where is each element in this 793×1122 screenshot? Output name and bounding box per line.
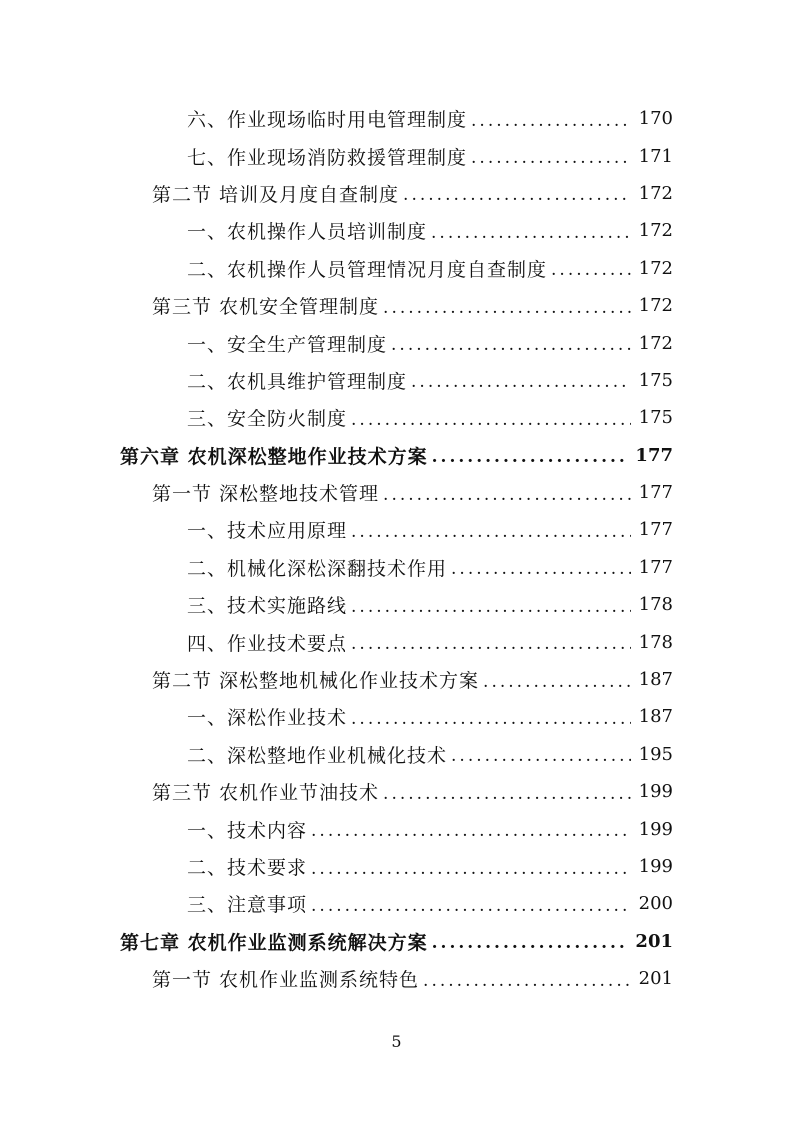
toc-leader-dots: [411, 372, 631, 392]
toc-subsection-entry[interactable]: [0, 100, 793, 137]
toc-leader-dots: [432, 447, 628, 467]
toc-entry-page: 195: [638, 743, 673, 765]
toc-subsection-entry[interactable]: [0, 137, 793, 174]
toc-leader-dots: [383, 485, 631, 505]
toc-entry-title: 第二节 培训及月度自查制度: [152, 183, 400, 206]
toc-entry-page: 178: [638, 594, 673, 616]
toc-entry-page: 199: [638, 781, 673, 803]
toc-entry-title: 二、技术要求: [187, 857, 308, 879]
toc-leader-dots: [383, 298, 631, 318]
toc-leader-dots: [483, 672, 631, 692]
table-of-contents: [0, 100, 793, 997]
toc-leader-dots: [311, 859, 631, 879]
toc-entry-title: 二、深松整地作业机械化技术: [187, 744, 448, 767]
toc-entry-title: 四、作业技术要点: [187, 632, 348, 655]
toc-entry-page: 201: [638, 968, 673, 990]
toc-chapter-entry[interactable]: [0, 437, 793, 474]
toc-section-entry[interactable]: [0, 960, 793, 997]
toc-leader-dots: [471, 148, 631, 168]
toc-entry-page: 187: [638, 669, 673, 691]
toc-entry-page: 201: [635, 930, 673, 952]
toc-leader-dots: [432, 933, 628, 953]
toc-section-entry[interactable]: [0, 175, 793, 212]
toc-entry-page: 172: [638, 182, 673, 204]
toc-entry-page: 172: [638, 220, 673, 242]
toc-entry-page: 187: [638, 706, 673, 728]
toc-entry-page: 172: [638, 257, 673, 279]
toc-subsection-entry[interactable]: [0, 848, 793, 885]
toc-entry-page: 199: [638, 856, 673, 877]
toc-entry-title: 一、深松作业技术: [187, 707, 348, 730]
toc-entry-title: 第七章 农机作业监测系统解决方案: [120, 931, 428, 954]
toc-section-entry[interactable]: [0, 773, 793, 810]
toc-subsection-entry[interactable]: [0, 736, 793, 773]
toc-subsection-entry[interactable]: [0, 623, 793, 660]
page-number: 5: [391, 1032, 402, 1051]
toc-leader-dots: [451, 559, 631, 579]
toc-subsection-entry[interactable]: [0, 549, 793, 586]
toc-section-entry[interactable]: [0, 661, 793, 698]
toc-entry-page: 175: [638, 369, 673, 391]
toc-entry-page: 199: [638, 818, 673, 840]
toc-entry-title: 一、安全生产管理制度: [187, 333, 388, 356]
toc-entry-title: 二、农机具维护管理制度: [187, 370, 408, 393]
toc-leader-dots: [471, 111, 631, 131]
toc-section-entry[interactable]: [0, 474, 793, 511]
toc-subsection-entry[interactable]: [0, 399, 793, 436]
toc-leader-dots: [351, 522, 631, 542]
toc-entry-title: 一、技术内容: [187, 819, 308, 842]
toc-entry-title: 一、技术应用原理: [187, 520, 348, 543]
toc-leader-dots: [351, 410, 631, 430]
toc-leader-dots: [423, 971, 631, 991]
toc-entry-page: 177: [638, 556, 673, 578]
toc-subsection-entry[interactable]: [0, 362, 793, 399]
toc-entry-title: 第二节 深松整地机械化作业技术方案: [152, 670, 480, 693]
toc-leader-dots: [351, 634, 631, 654]
toc-entry-title: 七、作业现场消防救援管理制度: [187, 146, 468, 169]
toc-subsection-entry[interactable]: [0, 810, 793, 847]
toc-entry-title: 第六章 农机深松整地作业技术方案: [120, 445, 428, 468]
toc-leader-dots: [391, 335, 631, 355]
toc-entry-page: 177: [638, 519, 673, 541]
toc-entry-title: 二、机械化深松深翻技术作用: [187, 557, 448, 580]
toc-entry-title: 一、农机操作人员培训制度: [187, 221, 428, 244]
toc-leader-dots: [431, 223, 631, 243]
toc-entry-title: 第三节 农机安全管理制度: [152, 296, 380, 319]
toc-subsection-entry[interactable]: [0, 511, 793, 548]
toc-entry-title: 第一节 农机作业监测系统特色: [152, 969, 420, 992]
toc-leader-dots: [551, 260, 631, 280]
toc-entry-title: 二、农机操作人员管理情况月度自查制度: [187, 258, 548, 281]
toc-leader-dots: [351, 597, 631, 617]
toc-entry-page: 170: [638, 108, 673, 130]
toc-entry-title: 六、作业现场临时用电管理制度: [187, 109, 468, 132]
toc-subsection-entry[interactable]: [0, 324, 793, 361]
toc-section-entry[interactable]: [0, 287, 793, 324]
toc-entry-page: 175: [638, 407, 673, 429]
toc-entry-page: 177: [635, 444, 673, 466]
toc-entry-title: 第三节 农机作业节油技术: [152, 782, 380, 805]
toc-entry-title: 第一节 深松整地技术管理: [152, 483, 380, 506]
toc-subsection-entry[interactable]: [0, 212, 793, 249]
toc-chapter-entry[interactable]: [0, 923, 793, 960]
toc-leader-dots: [351, 709, 631, 729]
toc-entry-page: 171: [638, 145, 673, 167]
toc-entry-page: 172: [638, 332, 673, 354]
toc-entry-page: 178: [638, 631, 673, 653]
toc-entry-page: 200: [638, 893, 673, 915]
toc-leader-dots: [383, 784, 631, 804]
toc-entry-page: 177: [638, 482, 673, 504]
toc-subsection-entry[interactable]: [0, 586, 793, 623]
toc-entry-title: 三、技术实施路线: [187, 595, 348, 618]
toc-subsection-entry[interactable]: [0, 885, 793, 922]
toc-leader-dots: [311, 821, 631, 841]
toc-entry-page: 172: [638, 295, 673, 317]
toc-entry-title: 三、注意事项: [187, 894, 308, 917]
toc-subsection-entry[interactable]: [0, 698, 793, 735]
toc-leader-dots: [311, 896, 631, 916]
toc-subsection-entry[interactable]: [0, 250, 793, 287]
toc-leader-dots: [451, 746, 631, 766]
toc-leader-dots: [403, 185, 631, 205]
toc-entry-title: 三、安全防火制度: [187, 408, 348, 431]
